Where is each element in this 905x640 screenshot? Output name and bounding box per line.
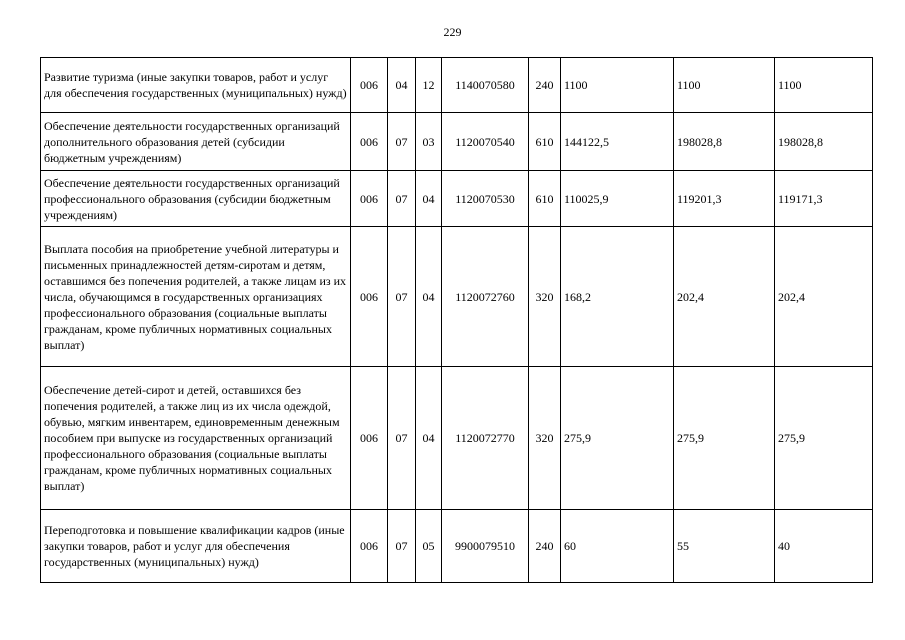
amount-year-1-cell: 275,9 xyxy=(561,367,674,510)
ministry-code-cell: 006 xyxy=(351,227,388,367)
ministry-code-cell: 006 xyxy=(351,367,388,510)
amount-year-3-cell: 119171,3 xyxy=(775,171,873,227)
expense-type-cell: 240 xyxy=(529,58,561,113)
subsection-code-cell: 04 xyxy=(416,227,442,367)
row-name-cell: Обеспечение деятельности государственных организаций дополнительного образования детей (субсидии бюджетным учреждениям) xyxy=(41,113,351,171)
amount-year-2-cell: 202,4 xyxy=(674,227,775,367)
amount-year-2-cell: 119201,3 xyxy=(674,171,775,227)
section-code-cell: 07 xyxy=(388,510,416,583)
section-code-cell: 04 xyxy=(388,58,416,113)
subsection-code-cell: 04 xyxy=(416,171,442,227)
amount-year-3-cell: 40 xyxy=(775,510,873,583)
target-article-cell: 1120072760 xyxy=(442,227,529,367)
table-row xyxy=(41,510,873,583)
row-name-cell: Обеспечение детей-сирот и детей, оставшихся без попечения родителей, а также лиц из их числа одеждой, обувью, мягким инвентарем, единовременным денежным пособием при выпуске из государственных организаций профессионального образования (социальные выплаты гражданам, кроме публичных нормативных социальных выплат) xyxy=(41,367,351,510)
amount-year-3-cell: 198028,8 xyxy=(775,113,873,171)
amount-year-2-cell: 198028,8 xyxy=(674,113,775,171)
ministry-code-cell: 006 xyxy=(351,58,388,113)
target-article-cell: 1120070530 xyxy=(442,171,529,227)
amount-year-3-cell: 202,4 xyxy=(775,227,873,367)
amount-year-1-cell: 60 xyxy=(561,510,674,583)
expense-type-cell: 610 xyxy=(529,171,561,227)
amount-year-3-cell: 1100 xyxy=(775,58,873,113)
section-code-cell: 07 xyxy=(388,171,416,227)
ministry-code-cell: 006 xyxy=(351,171,388,227)
target-article-cell: 1120072770 xyxy=(442,367,529,510)
row-name-cell: Развитие туризма (иные закупки товаров, работ и услуг для обеспечения государственных (муниципальных) нужд) xyxy=(41,58,351,113)
expense-type-cell: 240 xyxy=(529,510,561,583)
amount-year-2-cell: 275,9 xyxy=(674,367,775,510)
section-code-cell: 07 xyxy=(388,227,416,367)
page-number: 229 xyxy=(443,25,462,39)
ministry-code-cell: 006 xyxy=(351,510,388,583)
amount-year-2-cell: 55 xyxy=(674,510,775,583)
table-row xyxy=(41,367,873,510)
budget-table xyxy=(40,57,873,583)
expense-type-cell: 610 xyxy=(529,113,561,171)
ministry-code-cell: 006 xyxy=(351,113,388,171)
row-name-cell: Переподготовка и повышение квалификации кадров (иные закупки товаров, работ и услуг для обеспечения государственных (муниципальных) нужд) xyxy=(41,510,351,583)
section-code-cell: 07 xyxy=(388,113,416,171)
subsection-code-cell: 04 xyxy=(416,367,442,510)
table-row xyxy=(41,227,873,367)
subsection-code-cell: 03 xyxy=(416,113,442,171)
table-row xyxy=(41,171,873,227)
expense-type-cell: 320 xyxy=(529,227,561,367)
table-row xyxy=(41,113,873,171)
amount-year-1-cell: 144122,5 xyxy=(561,113,674,171)
row-name-cell: Обеспечение деятельности государственных организаций профессионального образования (субсидии бюджетным учреждениям) xyxy=(41,171,351,227)
amount-year-1-cell: 168,2 xyxy=(561,227,674,367)
subsection-code-cell: 12 xyxy=(416,58,442,113)
section-code-cell: 07 xyxy=(388,367,416,510)
amount-year-1-cell: 110025,9 xyxy=(561,171,674,227)
expense-type-cell: 320 xyxy=(529,367,561,510)
amount-year-2-cell: 1100 xyxy=(674,58,775,113)
amount-year-3-cell: 275,9 xyxy=(775,367,873,510)
target-article-cell: 1140070580 xyxy=(442,58,529,113)
row-name-cell: Выплата пособия на приобретение учебной литературы и письменных принадлежностей детям-сиротам и детям, оставшимся без попечения родителей, а также лицам из их числа, обучающимся в государственных организациях профессионального образования (социальные выплаты гражданам, кроме публичных нормативных социальных выплат) xyxy=(41,227,351,367)
subsection-code-cell: 05 xyxy=(416,510,442,583)
target-article-cell: 1120070540 xyxy=(442,113,529,171)
amount-year-1-cell: 1100 xyxy=(561,58,674,113)
table-row xyxy=(41,58,873,113)
target-article-cell: 9900079510 xyxy=(442,510,529,583)
